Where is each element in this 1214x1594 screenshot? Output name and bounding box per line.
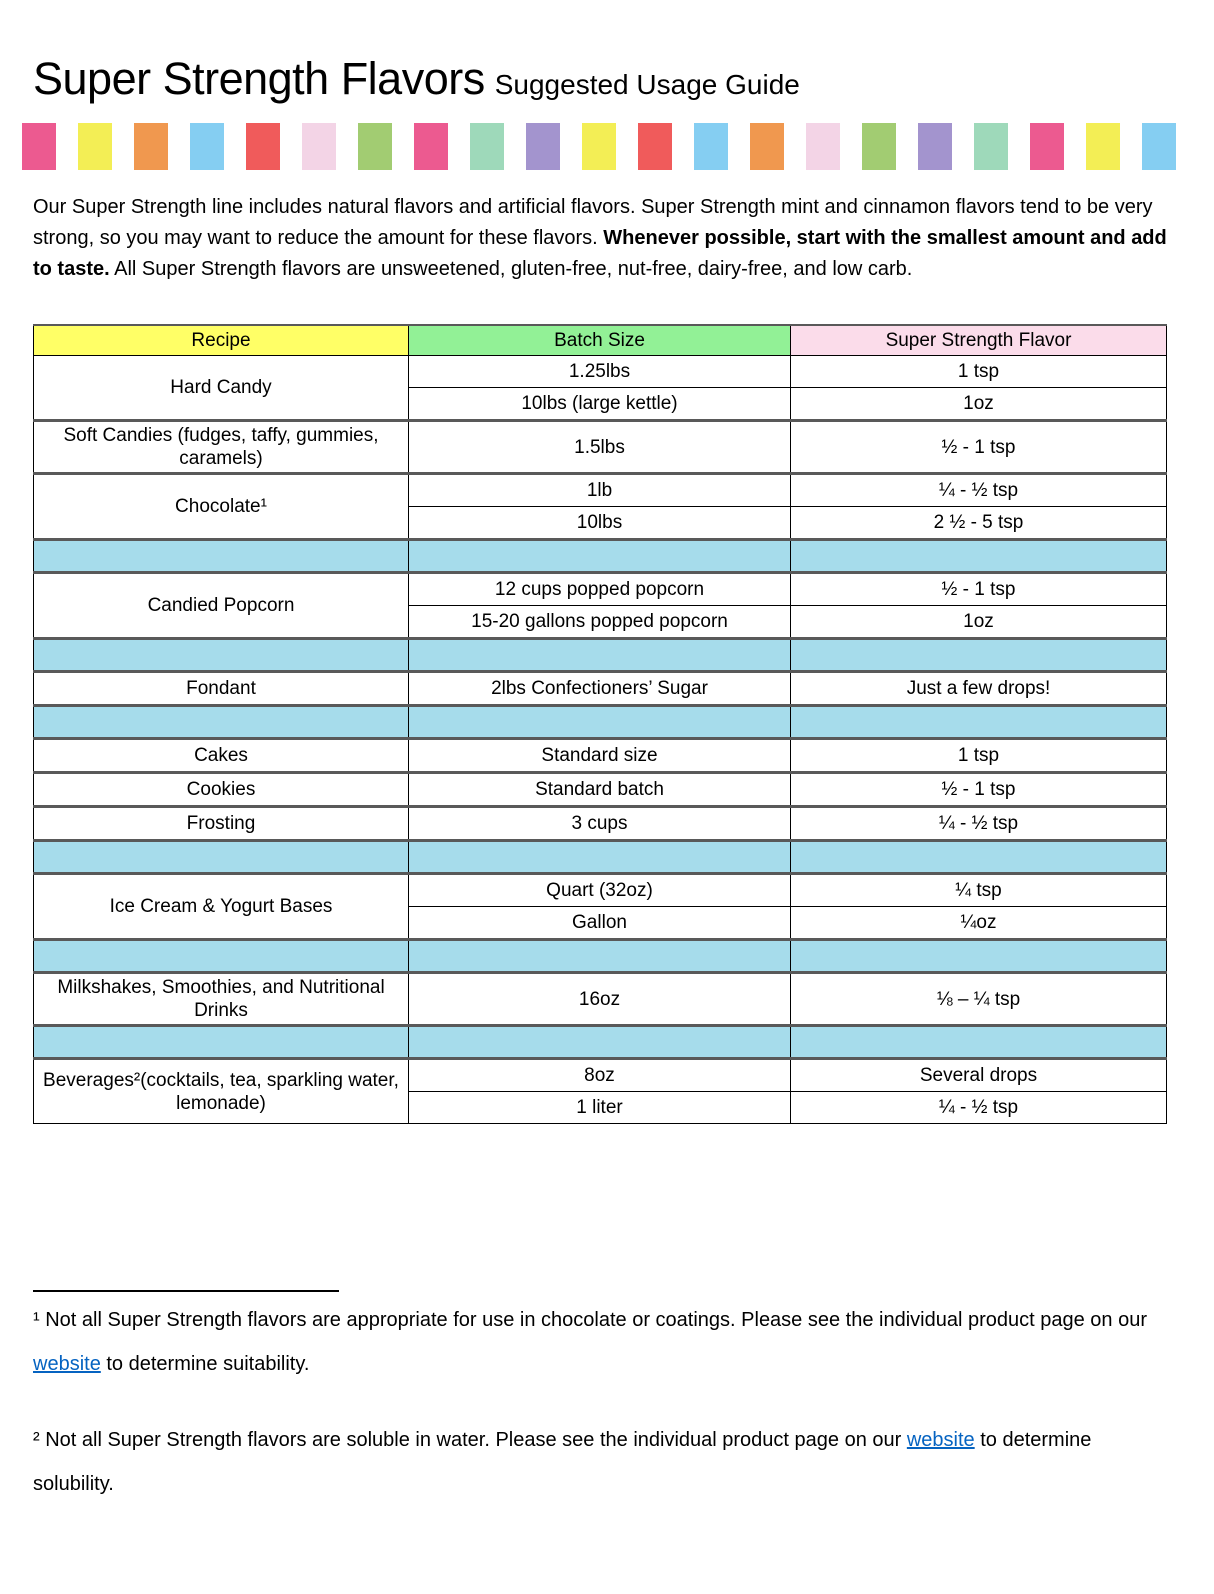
table-row (34, 739, 1167, 773)
flavor-amount-cell: 1 tsp (791, 739, 1167, 773)
spacer-cell (34, 841, 409, 874)
stripe-square (190, 123, 224, 170)
batch-size-cell: 1.5lbs (409, 421, 791, 474)
spacer-cell (409, 940, 791, 973)
spacer-cell (791, 540, 1167, 573)
stripe-square (22, 123, 56, 170)
spacer-cell (791, 639, 1167, 672)
stripe-square (1142, 123, 1176, 170)
spacer-cell (34, 706, 409, 739)
flavor-amount-cell: ¼ - ½ tsp (791, 474, 1167, 507)
batch-size-cell: Gallon (409, 907, 791, 940)
flavor-amount-cell: ¼ tsp (791, 874, 1167, 907)
header-batch-size: Batch Size (409, 325, 791, 356)
footnote-text: ² Not all Super Strength flavors are soluble in water. Please see the individual product page on our (33, 1429, 907, 1451)
intro-text: Our Super Strength line includes natural flavors and artificial flavors. Super Strength mint and cinnamon flavors tend to be very strong, so you may want to reduce the amount for these flavors. (33, 196, 1153, 249)
recipe-cell: Milkshakes, Smoothies, and Nutritional Drinks (34, 973, 409, 1026)
stripe-square (302, 123, 336, 170)
spacer-cell (34, 540, 409, 573)
spacer-cell (409, 540, 791, 573)
flavor-amount-cell: ½ - 1 tsp (791, 773, 1167, 807)
footnote-text: ¹ Not all Super Strength flavors are appropriate for use in chocolate or coatings. Please see the individual product page on our (33, 1309, 1147, 1331)
table-row (34, 573, 1167, 606)
batch-size-cell: 10lbs (409, 507, 791, 540)
stripe-square (750, 123, 784, 170)
batch-size-cell: 10lbs (large kettle) (409, 388, 791, 421)
flavor-amount-cell: ½ - 1 tsp (791, 421, 1167, 474)
stripe-square (918, 123, 952, 170)
flavor-amount-cell: ¼oz (791, 907, 1167, 940)
page-title: Super Strength Flavors (33, 53, 485, 104)
stripe-square (638, 123, 672, 170)
spacer-cell (409, 706, 791, 739)
header-recipe: Recipe (34, 325, 409, 356)
table-row (34, 474, 1167, 507)
table-row (34, 973, 1167, 1026)
table-row (34, 1059, 1167, 1092)
stripe-square (582, 123, 616, 170)
stripe-square (806, 123, 840, 170)
stripe-square (246, 123, 280, 170)
flavor-amount-cell: ¼ - ½ tsp (791, 1092, 1167, 1124)
table-row (34, 672, 1167, 706)
spacer-row (34, 1026, 1167, 1059)
stripe-square (974, 123, 1008, 170)
spacer-row (34, 540, 1167, 573)
flavor-amount-cell: Just a few drops! (791, 672, 1167, 706)
recipe-cell: Cookies (34, 773, 409, 807)
recipe-cell: Cakes (34, 739, 409, 773)
page-subtitle: Suggested Usage Guide (494, 69, 800, 100)
spacer-cell (34, 639, 409, 672)
batch-size-cell: Quart (32oz) (409, 874, 791, 907)
website-link[interactable]: website (33, 1353, 101, 1375)
spacer-row (34, 940, 1167, 973)
batch-size-cell: Standard batch (409, 773, 791, 807)
footnote-1 (33, 1298, 1153, 1386)
footnote-separator (33, 1290, 339, 1292)
stripe-square (526, 123, 560, 170)
spacer-cell (791, 1026, 1167, 1059)
spacer-cell (791, 841, 1167, 874)
flavor-amount-cell: 1 tsp (791, 356, 1167, 388)
color-stripe (22, 123, 1214, 170)
batch-size-cell: 8oz (409, 1059, 791, 1092)
header-row (34, 325, 1167, 356)
flavor-amount-cell: ½ - 1 tsp (791, 573, 1167, 606)
spacer-row (34, 706, 1167, 739)
table-row (34, 356, 1167, 388)
stripe-square (470, 123, 504, 170)
website-link[interactable]: website (906, 1429, 975, 1451)
flavor-amount-cell: ⅛ – ¼ tsp (791, 973, 1167, 1026)
batch-size-cell: 1lb (409, 474, 791, 507)
spacer-cell (791, 706, 1167, 739)
batch-size-cell: 1 liter (409, 1092, 791, 1124)
header-flavor: Super Strength Flavor (791, 325, 1167, 356)
batch-size-cell: 15-20 gallons popped popcorn (409, 606, 791, 639)
recipe-cell: Beverages²(cocktails, tea, sparkling water, lemonade) (34, 1059, 409, 1124)
recipe-cell: Soft Candies (fudges, taffy, gummies, caramels) (34, 421, 409, 474)
intro-text: All Super Strength flavors are unsweetened, gluten-free, nut-free, dairy-free, and low carb. (109, 258, 913, 280)
recipe-cell: Fondant (34, 672, 409, 706)
spacer-cell (409, 841, 791, 874)
batch-size-cell: Standard size (409, 739, 791, 773)
stripe-square (414, 123, 448, 170)
usage-table-header (34, 325, 1167, 356)
flavor-amount-cell: 1oz (791, 388, 1167, 421)
intro-bold-text: Whenever possible, start with the smallest amount and add to taste. (33, 227, 1167, 280)
table-row (34, 807, 1167, 841)
recipe-cell: Frosting (34, 807, 409, 841)
spacer-cell (791, 940, 1167, 973)
batch-size-cell: 12 cups popped popcorn (409, 573, 791, 606)
stripe-square (134, 123, 168, 170)
spacer-cell (409, 639, 791, 672)
footnote-text: to determine suitability. (100, 1353, 310, 1375)
flavor-amount-cell: 1oz (791, 606, 1167, 639)
batch-size-cell: 3 cups (409, 807, 791, 841)
stripe-square (358, 123, 392, 170)
stripe-square (694, 123, 728, 170)
intro-paragraph (33, 192, 1173, 285)
stripe-square (1030, 123, 1064, 170)
stripe-square (78, 123, 112, 170)
usage-table-body (34, 356, 1167, 1124)
footnote-text: to determine solubility. (33, 1429, 1092, 1495)
stripe-square (1086, 123, 1120, 170)
flavor-amount-cell: ¼ - ½ tsp (791, 807, 1167, 841)
spacer-cell (409, 1026, 791, 1059)
recipe-cell: Hard Candy (34, 356, 409, 421)
spacer-row (34, 639, 1167, 672)
usage-guide-table (33, 324, 1167, 1124)
table-row (34, 421, 1167, 474)
table-row (34, 874, 1167, 907)
recipe-cell: Chocolate¹ (34, 474, 409, 540)
batch-size-cell: 16oz (409, 973, 791, 1026)
batch-size-cell: 2lbs Confectioners’ Sugar (409, 672, 791, 706)
stripe-square (862, 123, 896, 170)
page-title-line (33, 53, 1181, 104)
flavor-amount-cell: 2 ½ - 5 tsp (791, 507, 1167, 540)
recipe-cell: Candied Popcorn (34, 573, 409, 639)
batch-size-cell: 1.25lbs (409, 356, 791, 388)
footnotes (33, 1298, 1181, 1506)
flavor-amount-cell: Several drops (791, 1059, 1167, 1092)
recipe-cell: Ice Cream & Yogurt Bases (34, 874, 409, 940)
footnote-2 (33, 1418, 1153, 1506)
spacer-row (34, 841, 1167, 874)
table-row (34, 773, 1167, 807)
spacer-cell (34, 1026, 409, 1059)
spacer-cell (34, 940, 409, 973)
